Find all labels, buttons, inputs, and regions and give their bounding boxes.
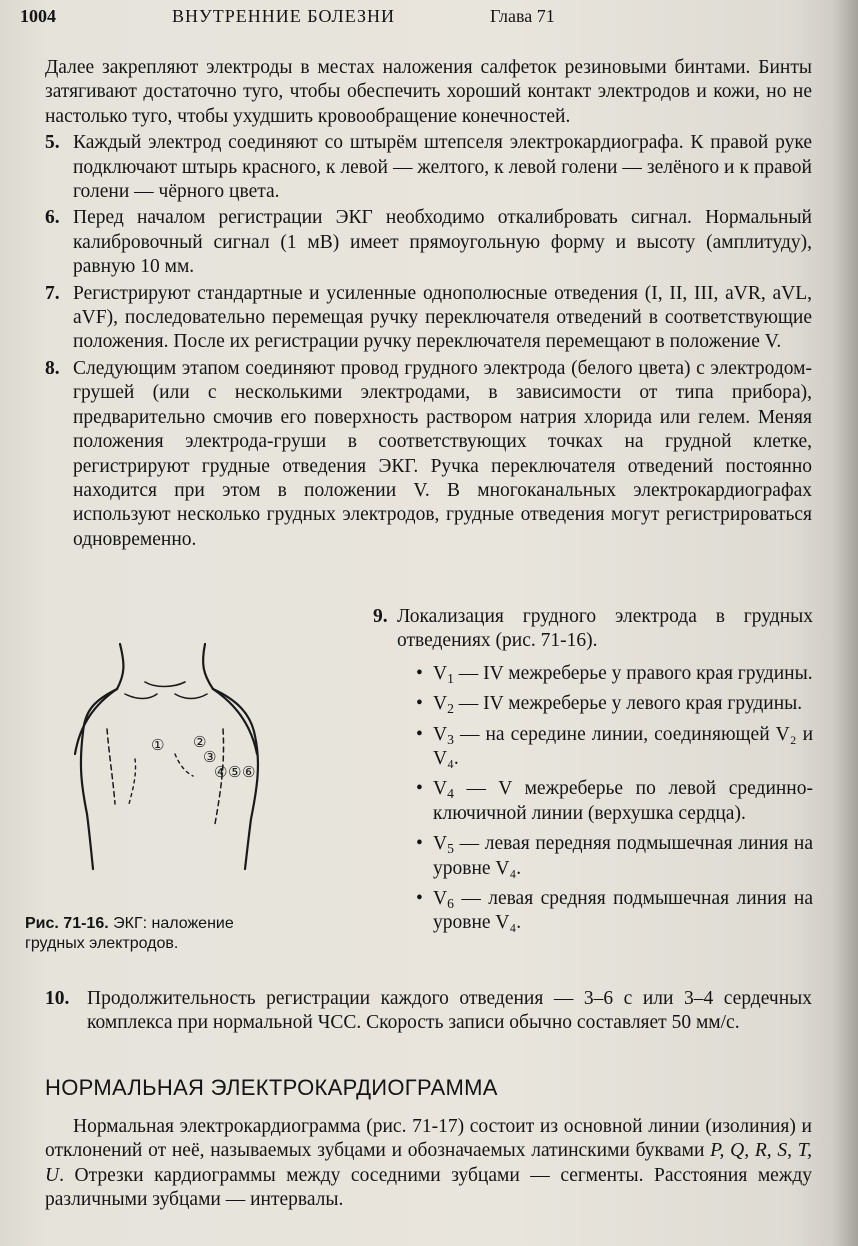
- wave-letters: P, Q, R, S, T, U: [45, 1140, 813, 1186]
- book-title: ВНУТРЕННИЕ БОЛЕЗНИ: [172, 6, 395, 26]
- lead-letter: V: [433, 662, 448, 684]
- lead-description: — на середине линии, соединяющей V₂ и V₄.: [433, 723, 813, 770]
- main-text: [45, 56, 812, 552]
- clavicle-right: [175, 694, 207, 699]
- section-heading: НОРМАЛЬНАЯ ЭЛЕКТРОКАРДИОГРАММА: [45, 1075, 498, 1100]
- lead-description: — левая передняя подмышечная линия на уровне V₄.: [433, 833, 813, 879]
- clavicle-left: [125, 694, 157, 699]
- neck-right-line: [203, 644, 213, 689]
- electrode-v2: ②: [193, 733, 207, 751]
- lead-letter: V: [433, 833, 448, 855]
- lead-index: 4: [447, 786, 454, 802]
- lead-index: 6: [447, 896, 454, 912]
- step-text: Каждый электрод соединяют со штырём штепселя электрокардиографа. К правой руке подключают штырь красного, к левой — желтого, к левой голени — зелёного и к правой голени — чёрного цвета.: [73, 132, 812, 203]
- lead-letter: V: [433, 778, 448, 800]
- chapter-label: Глава 71: [490, 6, 555, 26]
- list-item: [373, 887, 813, 936]
- intro-paragraph: Далее закрепляют электроды в местах наложения салфеток резиновыми бинтами. Бинты затягивают достаточно туго, чтобы обеспечить хороший контакт электродов и кожи, но не настолько туго, чтобы ухудшить кровообращение конечностей.: [45, 57, 812, 127]
- figure-71-16: [25, 614, 325, 974]
- list-item: [373, 723, 813, 772]
- left-dashed-line: [107, 729, 115, 804]
- step-text: Перед началом регистрации ЭКГ необходимо откалибровать сигнал. Нормальный калибровочный сигнал (1 мВ) имеет прямоугольную форму и высоту (амплитуду), равную 10 мм.: [73, 207, 812, 278]
- step-9: [373, 605, 813, 942]
- paragraph-end: . Отрезки кардиограммы между соседними зубцами — сегменты. Расстояния между различными зубцами — интервалы.: [45, 1164, 812, 1211]
- electrode-v3: ③: [203, 748, 217, 766]
- step-text: Регистрируют стандартные и усиленные однополюсные отведения (I, II, III, aVR, aVL, aVF), последовательно перемещая ручку переключателя отведений в соответствующие положения. После их регистрации ручку переключателя перемещают в положение V.: [73, 282, 812, 353]
- lead-index: 2: [447, 701, 454, 717]
- lead-letter: V: [433, 693, 448, 715]
- section-paragraph: [45, 1115, 812, 1213]
- step-number: 7.: [45, 282, 60, 304]
- step-9-intro: [373, 605, 813, 654]
- lead-letter: V: [433, 723, 448, 745]
- paragraph-start: Нормальная электрокардиограмма (рис. 71-17) состоит из основной линии (изолиния) и отклонений от неё, называемых зубцами и обозначаемых латинскими буквами: [45, 1116, 812, 1162]
- sternum-left-dash: [129, 759, 136, 804]
- lead-list: [373, 662, 813, 936]
- step-10-body: [45, 987, 812, 1036]
- clavicle-notch: [145, 682, 185, 687]
- lead-letter: V: [433, 888, 448, 910]
- step-text: Следующим этапом соединяют провод грудного электрода (белого цвета) с электродом-грушей (или с несколькими электродами, в зависимости от типа прибора), предварительно смочив его поверхность раствором натрия хлорида или гелем. Меняя положения электрода-груши в соответствующих точках на грудной клетке, регистрируют грудные отведения ЭКГ. Ручка переключателя отведений постоянно находится при этом в положении V. В многоканальных электрокардиографах используют несколько грудных электродов, грудные отведения могут регистрироваться одновременно.: [73, 357, 812, 550]
- figure-caption: [25, 914, 295, 954]
- torso-illustration: [25, 614, 295, 904]
- running-header: [20, 6, 820, 32]
- step-number: 8.: [45, 357, 60, 379]
- caption-label: Рис. 71-16.: [25, 915, 109, 932]
- lead-description: — IV межреберье у правого края грудины.: [453, 662, 813, 684]
- lead-index: 5: [447, 841, 454, 857]
- step-text: Локализация грудного электрода в грудных отведениях (рис. 71-16).: [397, 606, 813, 652]
- step-number: 10.: [45, 988, 70, 1009]
- neck-left-line: [117, 644, 123, 689]
- step-number: 9.: [373, 606, 388, 627]
- torso-left-outline: [81, 689, 117, 869]
- step-number: 6.: [45, 207, 60, 229]
- lead-index: 1: [447, 670, 454, 686]
- costal-dash: [175, 754, 193, 776]
- electrode-v1: ①: [151, 736, 165, 754]
- lead-description: — левая средняя подмышечная линия на уровне V₄.: [433, 888, 813, 934]
- electrode-v6: ⑥: [242, 763, 256, 781]
- page-number: 1004: [20, 6, 56, 26]
- step-10: [45, 987, 812, 1036]
- lead-description: — IV межреберье у левого края грудины.: [453, 693, 803, 715]
- list-item: [373, 662, 813, 686]
- step-8: [45, 357, 812, 552]
- step-text: Продолжительность регистрации каждого отведения — 3–6 с или 3–4 сердечных комплекса при нормальной ЧСС. Скорость записи обычно составляет 50 мм/с.: [87, 988, 812, 1034]
- caption-text: ЭКГ: наложение грудных электродов.: [25, 915, 234, 952]
- step-7: [45, 282, 812, 355]
- lead-description: — V межреберье по левой срединно-ключичной линии (верхушка сердца).: [433, 778, 813, 824]
- electrode-v4: ④: [214, 763, 228, 781]
- list-item: [373, 777, 813, 826]
- electrode-v5: ⑤: [228, 763, 242, 781]
- list-item: [373, 692, 813, 716]
- step-6: [45, 206, 812, 279]
- page-edge-shadow: [832, 0, 858, 1246]
- lead-index: 3: [447, 731, 454, 747]
- step-5: [45, 131, 812, 204]
- list-item: [373, 832, 813, 881]
- step-number: 5.: [45, 132, 60, 154]
